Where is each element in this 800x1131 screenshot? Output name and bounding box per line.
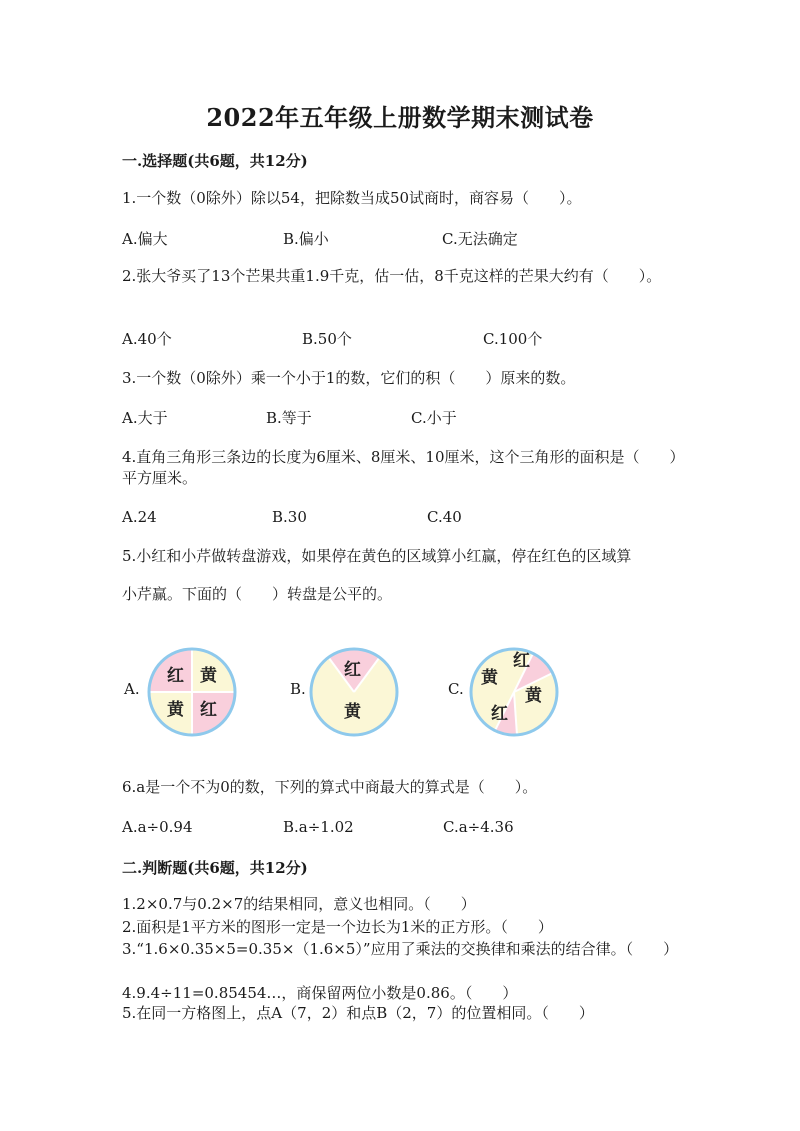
wheel-a-label-red-1: 红	[167, 666, 184, 686]
wheel-a-label-red-2: 红	[200, 700, 217, 720]
question-2: 2.张大爷买了13个芒果共重1.9千克，估一估，8千克这样的芒果大约有（ ）。	[122, 267, 662, 285]
q4-option-c[interactable]: C.40	[427, 508, 462, 526]
q6-option-c[interactable]: C.a÷4.36	[443, 818, 514, 836]
question-3: 3.一个数（0除外）乘一个小于1的数，它们的积（ ）原来的数。	[122, 369, 576, 387]
page-title: 2022年五年级上册数学期末测试卷	[206, 103, 594, 132]
q5-option-b[interactable]: B.	[290, 680, 306, 698]
q4-option-b[interactable]: B.30	[272, 508, 307, 526]
q2-option-b[interactable]: B.50个	[302, 330, 352, 348]
wheel-c-label-red-1: 红	[513, 651, 530, 671]
question-5-line-2: 小芹赢。下面的（ ）转盘是公平的。	[122, 585, 393, 603]
q6-option-a[interactable]: A.a÷0.94	[122, 818, 193, 836]
spinner-wheel-c	[467, 645, 561, 739]
q3-option-a[interactable]: A.大于	[122, 409, 168, 427]
q1-option-b[interactable]: B.偏小	[283, 230, 329, 248]
wheel-c-label-yellow-1: 黄	[481, 668, 498, 688]
wheel-c-label-red-2: 红	[491, 704, 508, 724]
q4-option-a[interactable]: A.24	[122, 508, 157, 526]
wheel-a-label-yellow-1: 黄	[200, 666, 217, 686]
spinner-wheel-a	[145, 645, 239, 739]
q1-option-a[interactable]: A.偏大	[122, 230, 168, 248]
q1-option-c[interactable]: C.无法确定	[442, 230, 518, 248]
spinner-wheel-b	[307, 645, 401, 739]
question-6: 6.a是一个不为0的数，下列的算式中商最大的算式是（ ）。	[122, 778, 538, 796]
section-heading-choice: 一.选择题(共6题，共12分)	[122, 152, 308, 170]
q2-option-a[interactable]: A.40个	[122, 330, 172, 348]
question-4: 4.直角三角形三条边的长度为6厘米、8厘米、10厘米，这个三角形的面积是（ ）平方厘米。	[122, 448, 677, 487]
q5-option-c[interactable]: C.	[448, 680, 464, 698]
wheel-b-label-yellow: 黄	[344, 702, 361, 722]
q2-option-c[interactable]: C.100个	[483, 330, 543, 348]
q6-option-b[interactable]: B.a÷1.02	[283, 818, 354, 836]
q3-option-b[interactable]: B.等于	[266, 409, 312, 427]
q5-option-a[interactable]: A.	[124, 680, 140, 698]
wheel-a-label-yellow-2: 黄	[167, 700, 184, 720]
wheel-c-label-yellow-2: 黄	[525, 686, 542, 706]
wheel-b-label-red: 红	[344, 660, 361, 680]
judgment-item-2: 2.面积是1平方米的图形一定是一个边长为1米的正方形。（ ）	[122, 918, 553, 936]
q3-option-c[interactable]: C.小于	[411, 409, 457, 427]
judgment-item-5: 5.在同一方格图上，点A（7，2）和点B（2，7）的位置相同。（ ）	[122, 1004, 594, 1022]
judgment-item-3: 3.“1.6×0.35×5=0.35×（1.6×5）”应用了乘法的交换律和乘法的结合律。（ ）	[122, 940, 679, 958]
judgment-item-1: 1.2×0.7与0.2×7的结果相同，意义也相同。（ ）	[122, 895, 476, 913]
judgment-item-4: 4.9.4÷11=0.85454…，商保留两位小数是0.86。（ ）	[122, 984, 518, 1002]
question-1: 1.一个数（0除外）除以54，把除数当成50试商时，商容易（ ）。	[122, 189, 582, 207]
section-heading-judgment: 二.判断题(共6题，共12分)	[122, 859, 308, 877]
question-5-line-1: 5.小红和小芹做转盘游戏，如果停在黄色的区域算小红赢，停在红色的区域算	[122, 547, 632, 565]
